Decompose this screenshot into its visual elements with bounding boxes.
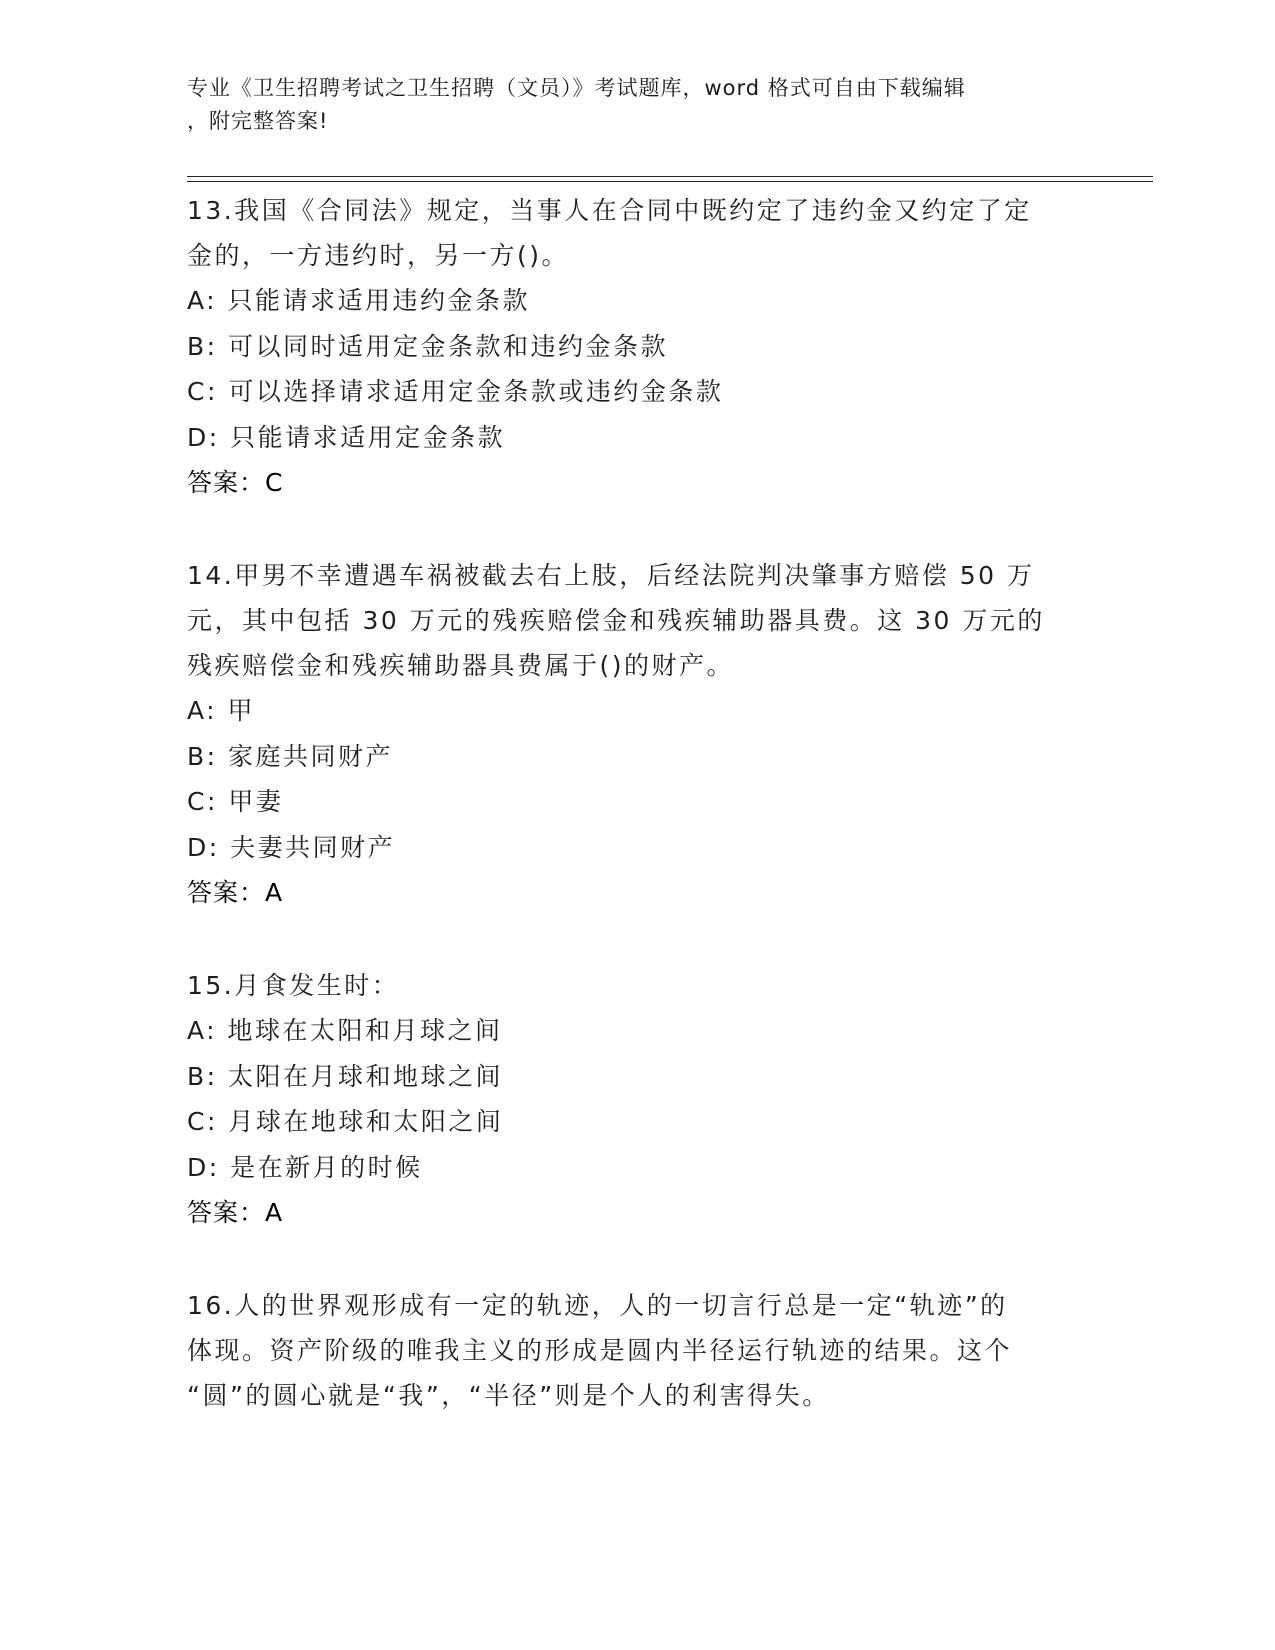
option-c: C: 月球在地球和太阳之间 xyxy=(187,1107,504,1136)
header-divider-bottom xyxy=(187,181,1153,182)
option-c: C: 甲妻 xyxy=(187,787,284,816)
question-stem-line: “圆”的圆心就是“我”，“半径”则是个人的利害得失。 xyxy=(187,1381,830,1410)
option-a: A: 地球在太阳和月球之间 xyxy=(187,1016,503,1045)
question-15 xyxy=(187,963,1087,1235)
question-stem-line: 15.月食发生时： xyxy=(187,971,400,1000)
question-stem-line: 14.甲男不幸遭遇车祸被截去右上肢，后经法院判决肇事方赔偿 50 万 xyxy=(187,561,1035,590)
header-divider-top xyxy=(187,176,1153,177)
document-header xyxy=(187,72,1087,138)
question-stem-line: 元，其中包括 30 万元的残疾赔偿金和残疾辅助器具费。这 30 万元的 xyxy=(187,606,1045,635)
option-b: B: 家庭共同财产 xyxy=(187,741,394,771)
question-stem-line: 16.人的世界观形成有一定的轨迹，人的一切言行总是一定“轨迹”的 xyxy=(187,1291,1008,1320)
question-16 xyxy=(187,1283,1087,1418)
option-b: B: 可以同时适用定金条款和违约金条款 xyxy=(187,331,669,361)
question-13 xyxy=(187,188,1087,505)
header-line-2: ，附完整答案! xyxy=(187,109,329,133)
question-stem-line: 残疾赔偿金和残疾辅助器具费属于()的财产。 xyxy=(187,651,735,680)
question-14 xyxy=(187,553,1087,915)
question-stem-line: 体现。资产阶级的唯我主义的形成是圆内半径运行轨迹的结果。这个 xyxy=(187,1336,1013,1365)
answer: 答案：A xyxy=(187,1198,284,1227)
option-c: C: 可以选择请求适用定金条款或违约金条款 xyxy=(187,377,724,406)
option-d: D: 是在新月的时候 xyxy=(187,1152,423,1182)
option-a: A: 只能请求适用违约金条款 xyxy=(187,286,531,315)
option-d: D: 只能请求适用定金条款 xyxy=(187,422,506,452)
question-stem-line: 金的，一方违约时，另一方()。 xyxy=(187,241,570,270)
option-a: A: 甲 xyxy=(187,696,256,725)
answer: 答案：C xyxy=(187,468,284,497)
option-d: D: 夫妻共同财产 xyxy=(187,832,396,862)
option-b: B: 太阳在月球和地球之间 xyxy=(187,1061,504,1091)
question-stem-line: 13.我国《合同法》规定，当事人在合同中既约定了违约金又约定了定 xyxy=(187,196,1032,225)
answer: 答案：A xyxy=(187,878,284,907)
header-line-1: 专业《卫生招聘考试之卫生招聘（文员）》考试题库，word 格式可自由下载编辑 xyxy=(187,76,966,100)
